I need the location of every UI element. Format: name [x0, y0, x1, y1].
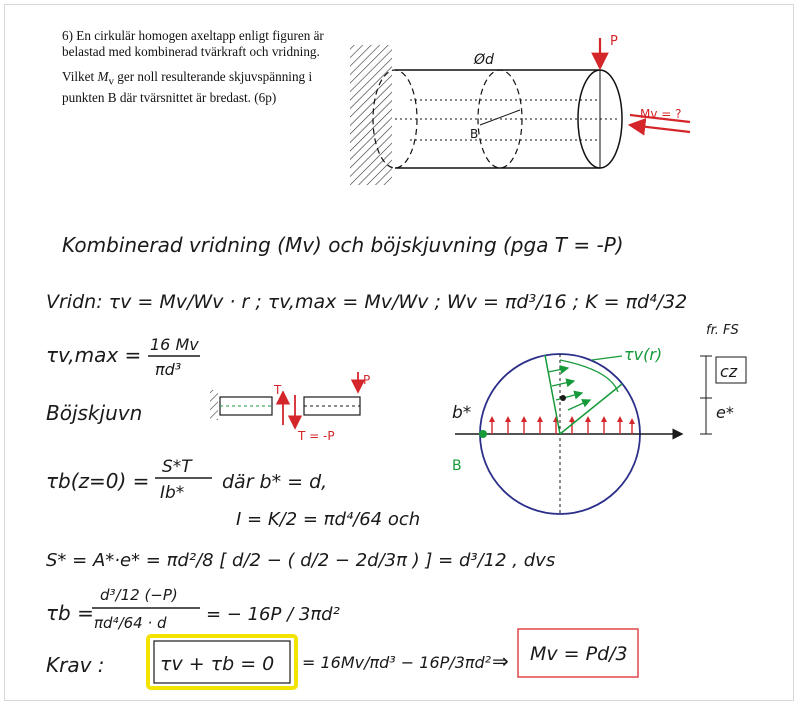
tau-b-rhs: där b* = d, [222, 471, 328, 493]
cz-label: cz [720, 362, 738, 381]
bojskjuvn-label: Böjskjuvn [46, 401, 143, 425]
point-b-marker [479, 430, 487, 438]
tau-b-den: Ib* [160, 483, 185, 503]
krav-rhs: = 16Mv/πd³ − 16P/3πd² [302, 653, 492, 672]
cross-section-diagram [452, 323, 746, 514]
beam-T-label: T [274, 383, 282, 397]
problem-intro: 6) En cirkulär homogen axeltapp enligt figuren är belastad med kombinerad tvärkraft och vridning. [62, 28, 324, 59]
b-star-label: b* [452, 403, 472, 423]
point-b-label: B [470, 127, 479, 141]
tau-b-result-num: d³/12 (−P) [100, 586, 178, 604]
load-label: P [610, 34, 618, 49]
beam-sketch [210, 372, 370, 443]
solution-line-2: Vridn: τv = Mv/Wv · r ; τv,max = Mv/Wv ; Wv = πd³/16 ; K = πd⁴/32 [46, 291, 688, 313]
tau-b-result-lhs: τb = [46, 601, 94, 625]
result-equation: Mv = Pd/3 [530, 643, 628, 665]
implies-arrow: ⇒ [492, 649, 509, 673]
beam-P-label: P [363, 373, 371, 387]
tau-vmax-lhs: τv,max = [46, 343, 142, 367]
wall-hatch [350, 45, 392, 185]
tau-b-num: S*T [162, 457, 192, 477]
tau-v-r-label: τv(r) [624, 345, 663, 364]
moment-label: Mv = ? [640, 107, 682, 121]
tau-b-lhs: τb(z=0) = [46, 469, 150, 493]
first-moment-line: S* = A*·e* = πd²/8 [ d/2 − ( d/2 − 2d/3π ) ] = d³/12 , dvs [46, 550, 556, 571]
tau-vmax-den: πd³ [155, 360, 182, 379]
moment-of-inertia: I = K/2 = πd⁴/64 och [236, 509, 421, 530]
diameter-label: Ød [474, 52, 494, 68]
beam-T-eq-P: T = -P [298, 429, 335, 443]
krav-equation: τv + τb = 0 [160, 653, 275, 675]
e-star-label: e* [716, 403, 734, 422]
tau-b-result-rhs: = − 16P / 3πd² [206, 604, 340, 625]
problem-question: Vilket $M_v$ ger noll resulterande skjuvspänning i punkten B där tvärsnittet är bredast. (6p) [62, 69, 313, 105]
krav-label: Krav : [46, 653, 105, 677]
tau-vmax-num: 16 Mv [150, 335, 199, 354]
solution-line-1: Kombinerad vridning (Mv) och böjskjuvning (pga T = -P) [62, 233, 624, 257]
fr-fs-label: fr. FS [706, 323, 739, 338]
moment-arrow [630, 125, 690, 132]
cross-b-label: B [452, 458, 462, 474]
tau-b-result-den: πd⁴/64 · d [94, 614, 167, 632]
shaft-figure [350, 34, 690, 185]
